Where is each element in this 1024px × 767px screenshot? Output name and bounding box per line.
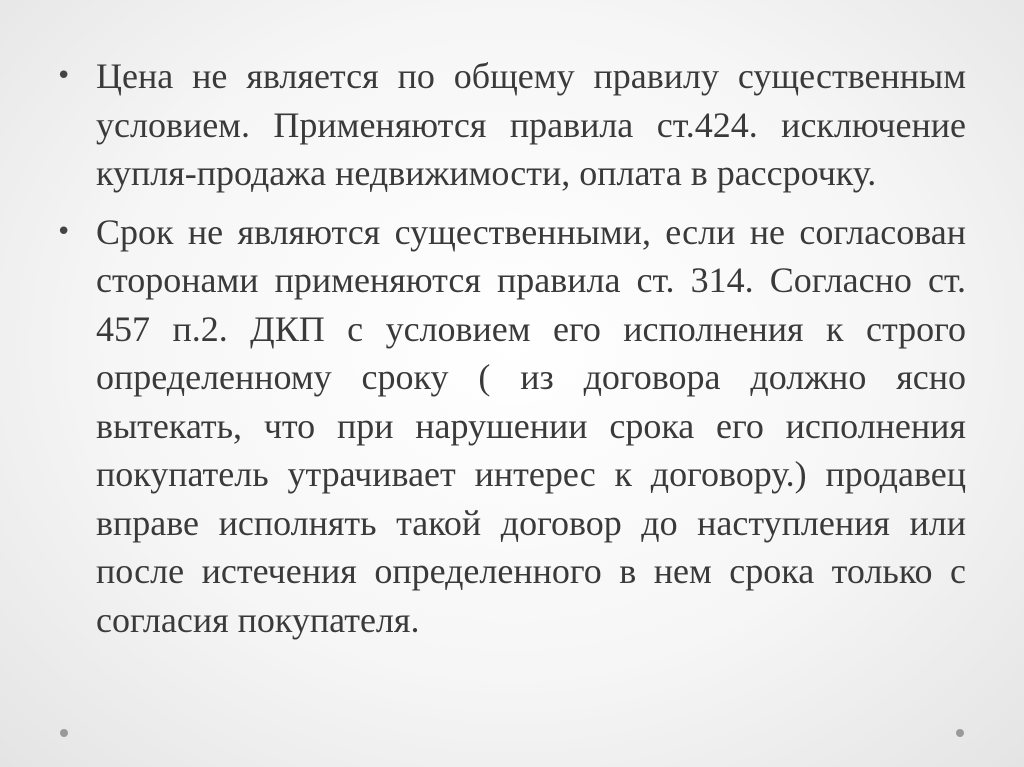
bullet-item-term [56, 208, 966, 645]
bullet-list [56, 52, 966, 644]
bullet-item-price [56, 52, 966, 198]
corner-dot-bottom-left-icon [60, 729, 68, 737]
slide-content [56, 52, 966, 654]
bullet-icon: • [56, 61, 72, 91]
corner-dot-bottom-right-icon [956, 729, 964, 737]
bullet-text-price: Цена не является по общему правилу существенным условием. Применяются правила ст.424. исключение купля-продажа недвижимости, оплата в рассрочку. [96, 56, 966, 193]
bullet-text-term: Срок не являются существенными, если не согласован сторонами применяются правила ст. 314. Согласно ст. 457 п.2. ДКП с условием его исполнения к строго определенному сроку ( из договора должно ясно вытекать, что при нарушении срока его исполнения покупатель утрачивает интерес к договору.) продавец вправе исполнять такой договор до наступления или после истечения определенного в нем срока только с согласия покупателя. [96, 211, 966, 640]
bullet-icon: • [56, 216, 72, 247]
